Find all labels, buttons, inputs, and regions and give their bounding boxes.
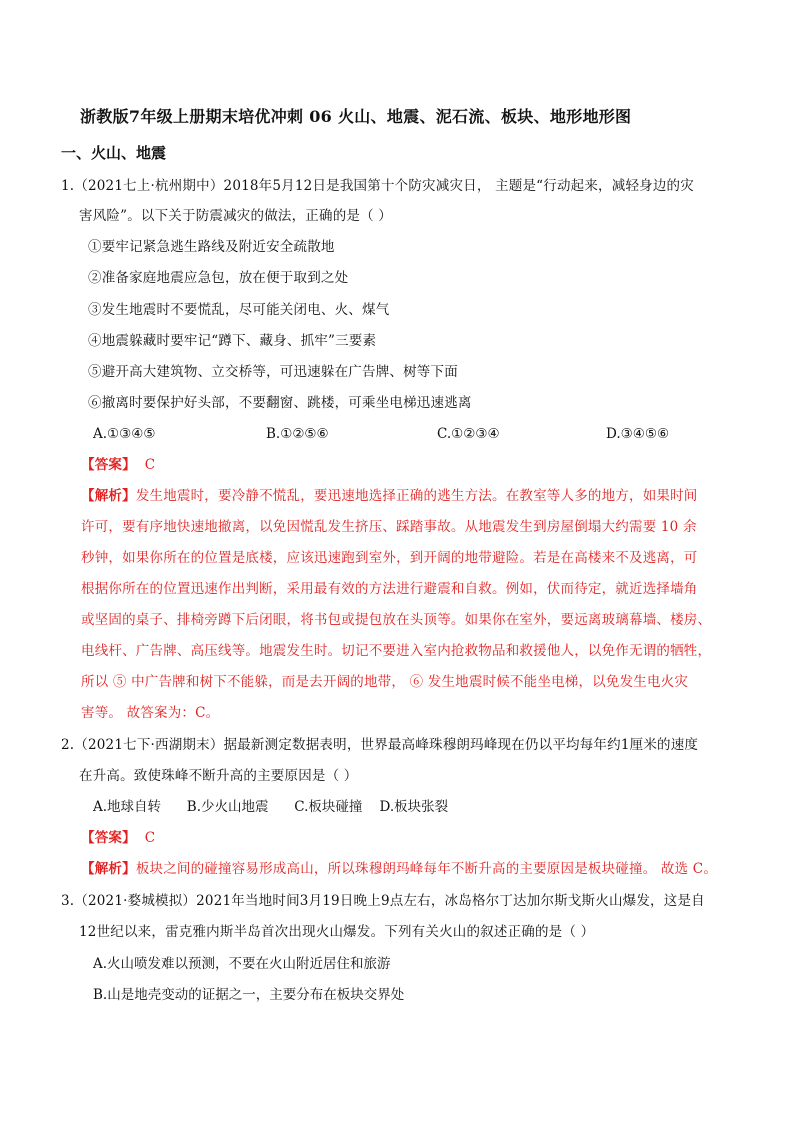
q1-analysis-text-1: 发生地震时，要冷静不慌乱，要迅速地选择正确的逃生方法。在教室等人多的地方，如果时间 [135, 488, 698, 504]
q3-option-a: A.火山喷发难以预测，不要在火山附近居住和旅游 [93, 956, 391, 972]
q1-stem-line2: 害风险”。以下关于防震减灾的做法，正确的是（ ） [79, 208, 392, 224]
q1-option-a: A.①③④⑤ [93, 426, 156, 442]
document-title: 浙教版7年级上册期末培优冲刺 06 火山、地震、泥石流、板块、地形地形图 [80, 107, 632, 126]
q2-stem-line2: 在升高。致使珠峰不断升高的主要原因是（ ） [79, 768, 358, 784]
q1-analysis-line6: 电线杆、广告牌、高压线等。地震发生时。切记不要进入室内抢救物品和救援他人，以免作无谓的牺牲， [81, 643, 712, 659]
q1-item-5: ⑤避开高大建筑物、立交桥等，可迅速躲在广告牌、树等下面 [88, 364, 458, 380]
q2-answer-value: C [144, 830, 156, 846]
q1-option-d: D.③④⑤⑥ [606, 426, 670, 442]
q1-analysis-tag: 【解析】 [81, 488, 136, 504]
q2-analysis-text: 板块之间的碰撞容易形成高山，所以珠穆朗玛峰每年不断升高的主要原因是板块碰撞。 故选 C。 [135, 861, 718, 877]
q1-answer-tag: 【答案】 [81, 457, 136, 473]
q1-analysis-line4: 根据你所在的位置迅速作出判断，采用最有效的方法进行避震和自救。例如，伏而待定，就近选择墙角 [81, 581, 698, 597]
q2-analysis-tag: 【解析】 [81, 861, 136, 877]
q1-analysis-line7: 所以 ⑤ 中广告牌和树下不能躲，而是去开阔的地带， ⑥ 发生地震时候不能坐电梯，以免发生电火灾 [81, 674, 689, 690]
q1-option-c: C.①②③④ [437, 426, 500, 442]
q3-stem-line2: 12世纪以来，雷克雅内斯半岛首次出现火山爆发。下列有关火山的叙述正确的是（ ） [79, 924, 595, 940]
q1-item-3: ③发生地震时不要慌乱，尽可能关闭电、火、煤气 [88, 302, 390, 318]
q2-analysis [81, 859, 717, 879]
section-heading: 一、火山、地震 [61, 144, 167, 162]
q1-analysis-line8: 害等。 故答案为：C。 [81, 705, 220, 721]
q1-answer-value: C [144, 457, 156, 473]
q1-answer [81, 455, 155, 475]
q2-answer-tag: 【答案】 [81, 830, 136, 846]
q1-analysis-line1 [81, 486, 698, 506]
q2-answer [81, 828, 155, 848]
q2-stem-line1: 2.（2021七下·西湖期末）据最新测定数据表明，世界最高峰珠穆朗玛峰现在仍以平均每年约1厘米的速度 [61, 737, 699, 753]
q1-analysis-line2: 许可，要有序地快速地撤离，以免因慌乱发生挤压、踩踏事故。从地震发生到房屋倒塌大约需要 10 余 [81, 519, 697, 535]
q1-stem-line1: 1.（2021七上·杭州期中）2018年5月12日是我国第十个防灾减灾日， 主题是“行动起来，减轻身边的灾 [61, 178, 694, 194]
q1-item-2: ②准备家庭地震应急包，放在便于取到之处 [88, 270, 349, 286]
q1-item-6: ⑥撤离时要保护好头部，不要翻窗、跳楼，可乘坐电梯迅速逃离 [88, 395, 472, 411]
q1-item-4: ④地震躲藏时要牢记“蹲下、藏身、抓牢”三要素 [88, 333, 377, 349]
q1-analysis-line3: 秒钟，如果你所在的位置是底楼，应该迅速跑到室外，到开阔的地带避险。若是在高楼来不及逃离，可 [81, 550, 698, 566]
q2-options: A.地球自转 B.少火山地震 C.板块碰撞 D.板块张裂 [93, 799, 449, 815]
q1-analysis-line5: 或坚固的桌子、排椅旁蹲下后闭眼，将书包或提包放在头顶等。如果你在室外，要远离玻璃幕墙、楼房、 [81, 612, 712, 628]
q3-stem-line1: 3.（2021·婺城模拟）2021年当地时间3月19日晚上9点左右，冰岛格尔丁达加尔斯戈斯火山爆发，这是自 [61, 893, 705, 909]
q1-option-b: B.①②⑤⑥ [266, 426, 329, 442]
q1-item-1: ①要牢记紧急逃生路线及附近安全疏散地 [88, 239, 335, 255]
q3-option-b: B.山是地壳变动的证据之一，主要分布在板块交界处 [93, 987, 405, 1003]
